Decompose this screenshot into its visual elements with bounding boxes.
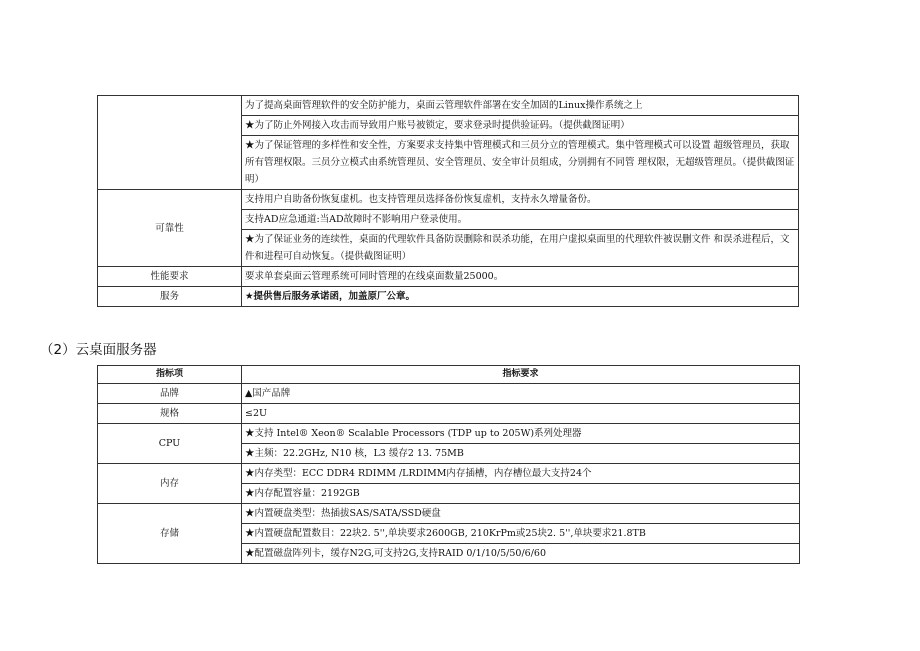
table-row [98,267,799,287]
requirement-cell: ★为了保证业务的连续性，桌面的代理软件具备防误删除和误杀功能，在用户虚拟桌面里的代理软件被误删文件 和误杀进程后，文件和进程可自动恢复。（提供截图证明） [242,230,799,267]
requirement-cell: ★内存类型：ECC DDR4 RDIMM /LRDIMM内存插槽，内存槽位最大支持24个 [242,464,800,484]
requirement-cell: ★为了保证管理的多样性和安全性，方案要求支持集中管理模式和三员分立的管理模式。集中管理模式可以设置 超级管理员，获取所有管理权限。三员分立模式由系统管理员、安全管理员、安全审计员组成，分别拥有不同管 理权限，无超级管理员。（提供截图证明） [242,136,799,190]
server-spec-table [97,365,800,564]
requirement-cell: ★内置硬盘配置数目：22块2. 5'',单块要求2600GB, 210KrPm或25块2. 5'',单块要求21.8TB [242,524,800,544]
requirement-cell: ★为了防止外网接入攻击而导致用户账号被锁定，要求登录时提供验证码。（提供截图证明） [242,116,799,136]
table-row [98,504,800,524]
row-label-reliability: 可靠性 [98,190,242,267]
table-row [98,96,799,116]
requirement-cell: ★内存配置容量：2192GB [242,484,800,504]
requirement-cell: ★支持 Intel® Xeon® Scalable Processors (TDP up to 205W)系列处理器 [242,424,800,444]
section-heading: （2）云桌面服务器 [40,342,157,358]
table-row [98,190,799,210]
table-row [98,287,799,307]
table-row [98,464,800,484]
row-label-spec: 规格 [98,404,242,424]
row-label [98,96,242,190]
requirement-cell: 要求单套桌面云管理系统可同时管理的在线桌面数量25000。 [242,267,799,287]
table-header-row [98,366,800,384]
row-label-memory: 内存 [98,464,242,504]
requirement-cell: ▲国产品牌 [242,384,800,404]
table-row [98,404,800,424]
row-label-cpu: CPU [98,424,242,464]
requirement-cell: ★配置磁盘阵列卡，缓存N2G,可支持2G,支持RAID 0/1/10/5/50/6/60 [242,544,800,564]
column-header-requirement: 指标要求 [242,366,800,384]
requirement-cell: 为了提高桌面管理软件的安全防护能力，桌面云管理软件部署在安全加固的Linux操作系统之上 [242,96,799,116]
row-label-performance: 性能要求 [98,267,242,287]
requirement-cell: 支持AD应急通道:当AD故障时不影响用户登录使用。 [242,210,799,230]
requirement-cell: ★主频：22.2GHz, N10 核，L3 缓存2 13. 75MB [242,444,800,464]
row-label-storage: 存储 [98,504,242,564]
requirements-table-1 [97,95,799,307]
requirement-cell: ≤2U [242,404,800,424]
row-label-brand: 品牌 [98,384,242,404]
requirement-cell: ★提供售后服务承诺函，加盖原厂公章。 [242,287,799,307]
row-label-service: 服务 [98,287,242,307]
requirement-cell: ★内置硬盘类型：热插拔SAS/SATA/SSD硬盘 [242,504,800,524]
requirement-cell: 支持用户自助备份恢复虚机。也支持管理员选择备份恢复虚机，支持永久增量备份。 [242,190,799,210]
table-row [98,424,800,444]
table-row [98,384,800,404]
column-header-item: 指标项 [98,366,242,384]
